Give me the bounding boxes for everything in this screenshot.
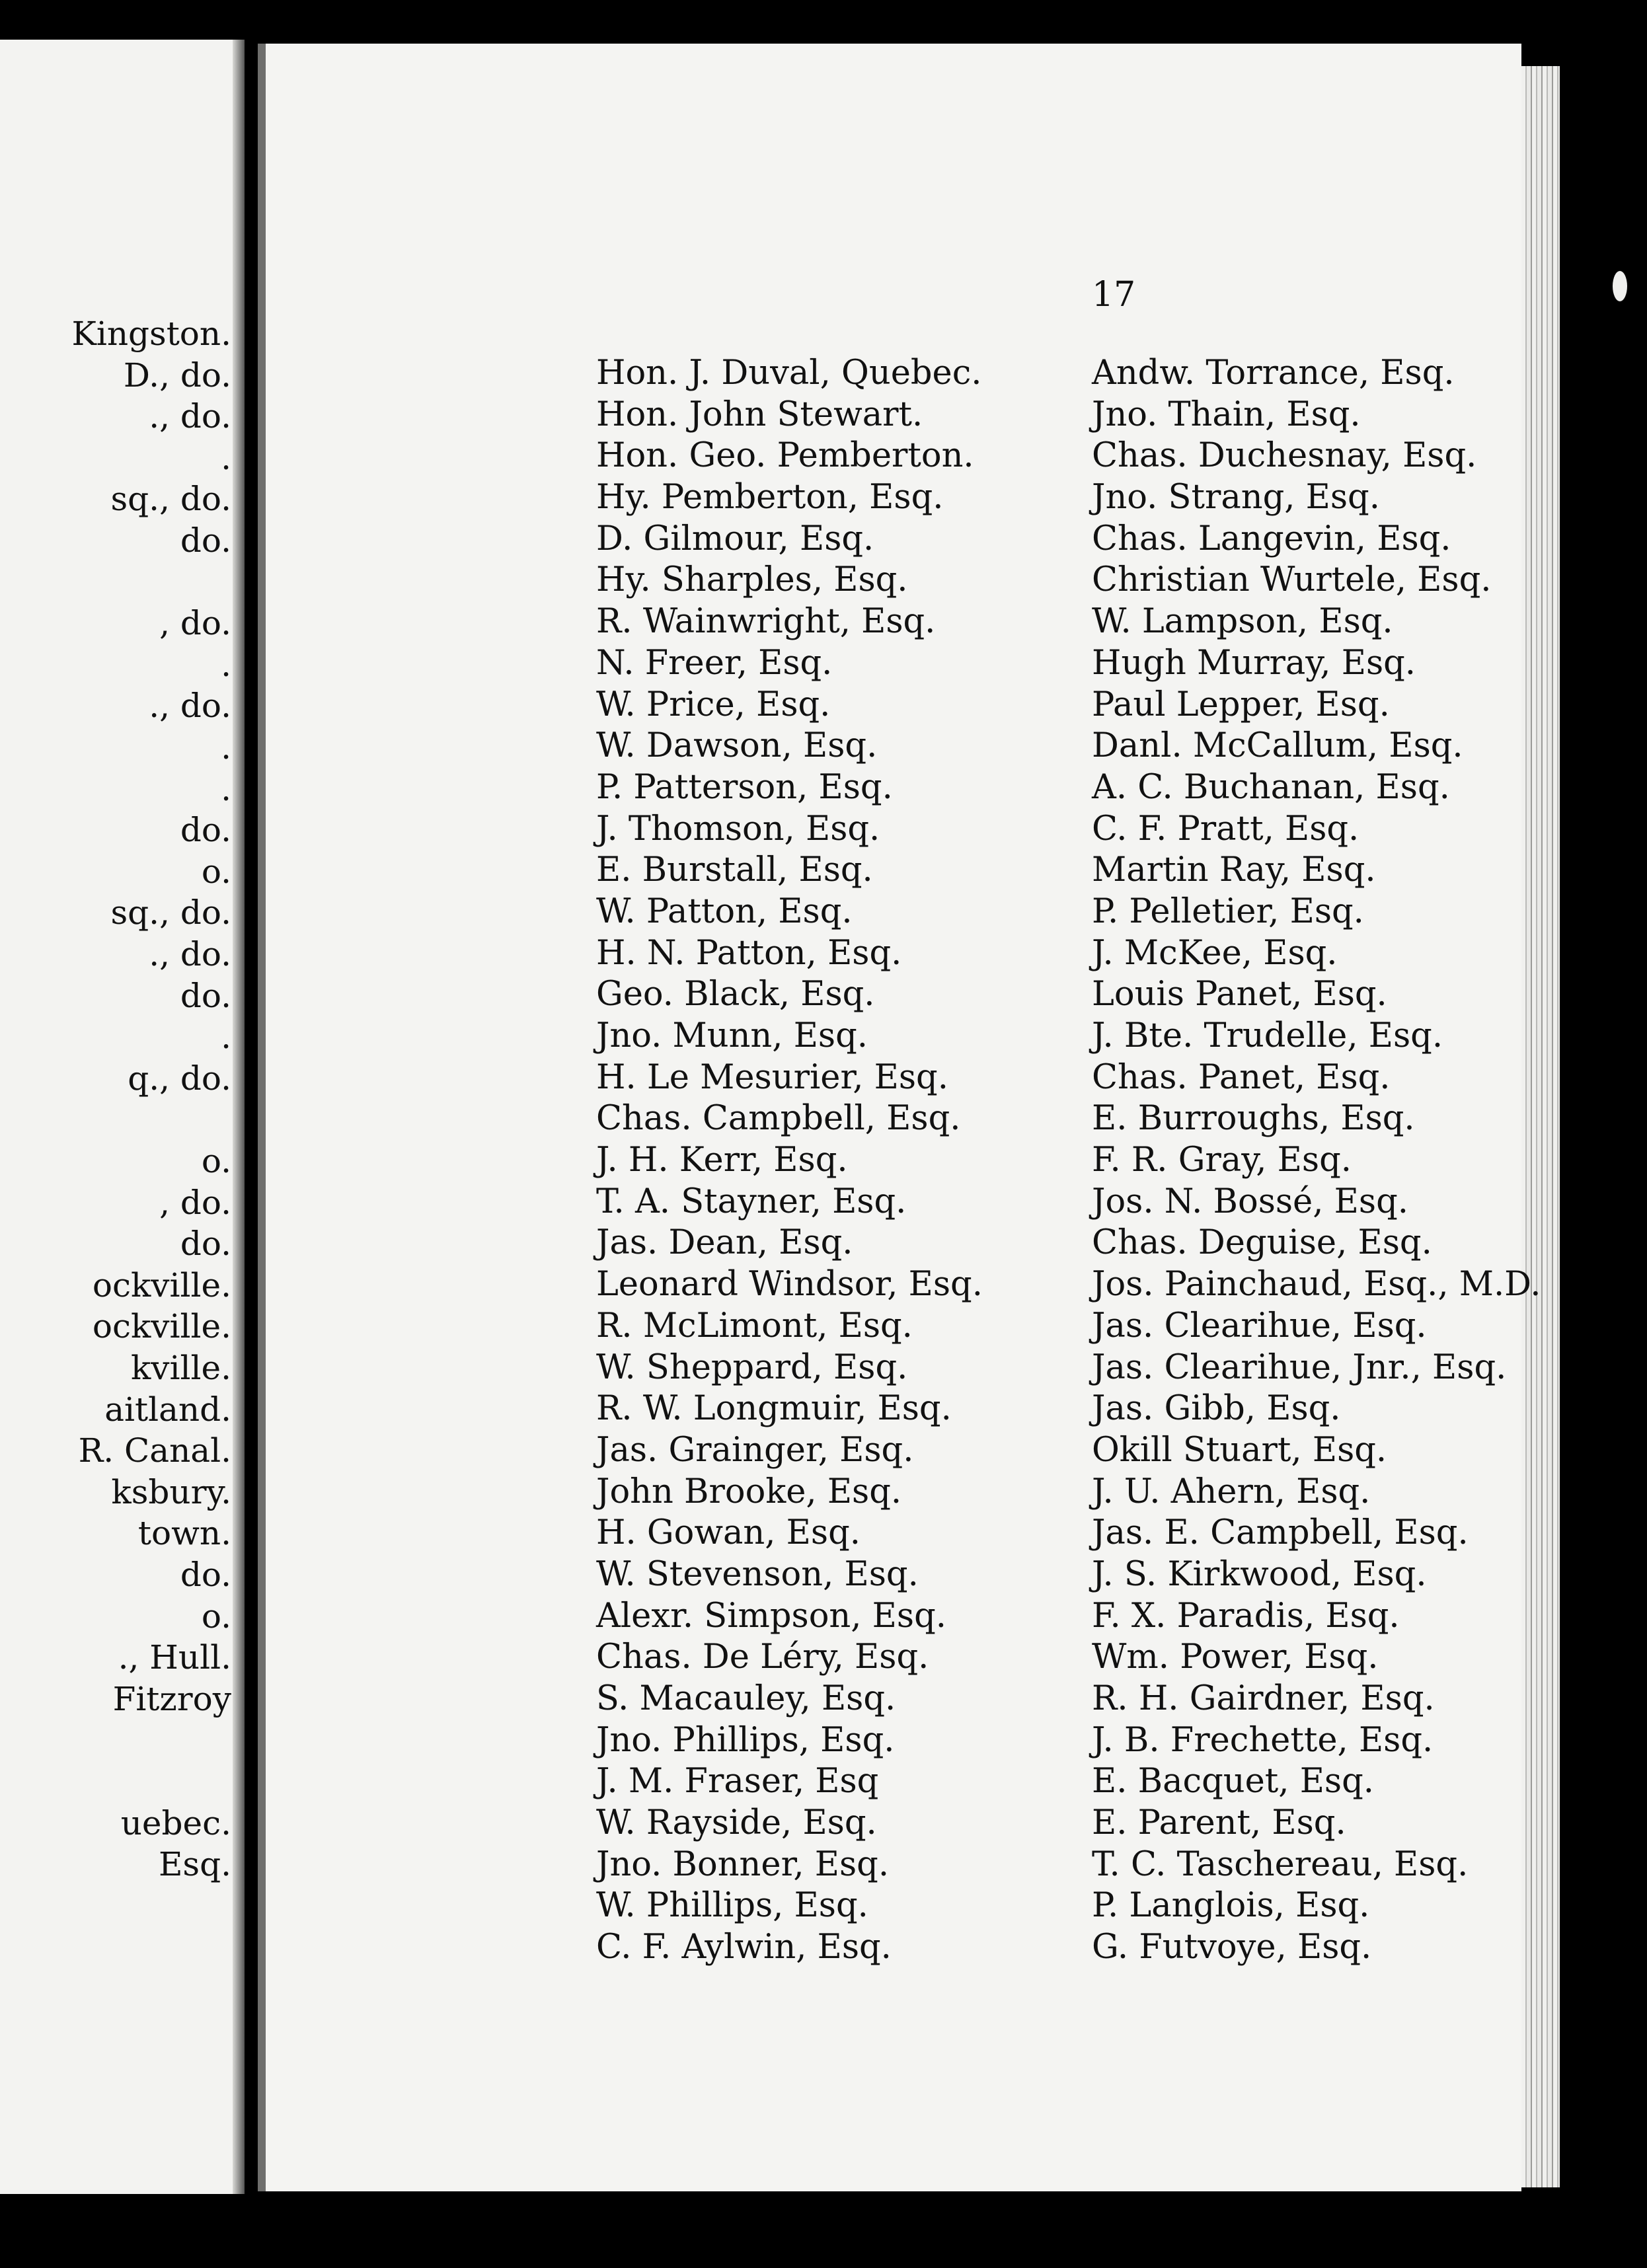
list-entry: W. Dawson, Esq. [596,726,878,766]
list-entry: Jas. Dean, Esq. [596,1223,853,1263]
list-entry: P. Patterson, Esq. [596,767,893,807]
list-entry: E. Burstall, Esq. [596,850,873,890]
list-entry: Chas. Langevin, Esq. [1092,519,1451,558]
list-entry: J. S. Kirkwood, Esq. [1092,1554,1427,1594]
left-page-fragment: Fitzroy [112,1679,231,1718]
list-entry: Jno. Strang, Esq. [1092,478,1380,517]
list-entry: Jno. Phillips, Esq. [596,1720,895,1760]
list-entry: A. C. Buchanan, Esq. [1092,767,1450,807]
list-entry: J. Bte. Trudelle, Esq. [1092,1016,1443,1055]
left-page-fragment: kville. [130,1349,231,1387]
list-entry: Jas. Clearihue, Jnr., Esq. [1092,1347,1507,1387]
list-entry: Okill Stuart, Esq. [1092,1430,1387,1470]
left-page-text-fragments [0,317,238,1916]
left-page-fragment: do. [180,1225,231,1264]
list-entry: Hugh Murray, Esq. [1092,643,1416,683]
left-page-fragment: . [221,438,231,477]
list-entry: E. Parent, Esq. [1092,1803,1346,1843]
left-page-fragment: Esq. [158,1845,231,1884]
left-page-fragment: do. [180,1556,231,1594]
list-entry: Jos. Painchaud, Esq., M.D. [1092,1265,1541,1304]
left-page-fragment: ., do. [149,935,231,973]
list-entry: N. Freer, Esq. [596,643,833,683]
list-entry: W. Price, Esq. [596,685,831,724]
list-entry: Jas. Grainger, Esq. [596,1430,914,1470]
list-entry: T. C. Taschereau, Esq. [1092,1844,1469,1884]
left-page-fragment: ., do. [149,397,231,436]
list-entry: R. McLimont, Esq. [596,1306,913,1345]
list-entry: W. Phillips, Esq. [596,1886,868,1926]
list-entry: P. Langlois, Esq. [1092,1886,1370,1926]
left-page-fragment: aitland. [104,1390,231,1429]
left-page-fragment: . [221,769,231,808]
list-entry: John Brooke, Esq. [596,1472,902,1511]
list-entry: H. N. Patton, Esq. [596,933,902,973]
list-entry: R. Wainwright, Esq. [596,602,936,642]
list-entry: J. M. Fraser, Esq [596,1762,879,1801]
list-entry: P. Pelletier, Esq. [1092,891,1364,931]
list-entry: Hon. Geo. Pemberton. [596,436,974,476]
list-entry: Paul Lepper, Esq. [1092,685,1390,724]
list-entry: E. Bacquet, Esq. [1092,1762,1374,1801]
book-gutter [233,40,245,2194]
list-entry: Chas. De Léry, Esq. [596,1638,929,1677]
left-page-fragment: o. [201,1597,231,1636]
list-entry: J. B. Frechette, Esq. [1092,1720,1434,1760]
list-entry: Chas. Duchesnay, Esq. [1092,436,1477,476]
left-page-fragment: uebec. [120,1803,231,1842]
left-page-fragment: sq., do. [110,893,231,932]
list-entry: C. F. Pratt, Esq. [1092,809,1360,849]
list-entry: H. Gowan, Esq. [596,1513,861,1553]
list-entry: R. W. Longmuir, Esq. [596,1389,952,1429]
list-entry: Louis Panet, Esq. [1092,975,1387,1014]
list-entry: Jno. Munn, Esq. [596,1016,868,1055]
left-page-fragment: . [221,1018,231,1057]
list-entry: S. Macauley, Esq. [596,1679,896,1718]
list-entry: W. Patton, Esq. [596,891,853,931]
list-entry: W. Rayside, Esq. [596,1803,877,1843]
left-page-fragment: do. [180,521,231,560]
list-entry: F. X. Paradis, Esq. [1092,1596,1400,1636]
main-page [258,44,1541,2191]
list-entry: Alexr. Simpson, Esq. [596,1596,946,1636]
left-page-fragment: do. [180,976,231,1015]
list-entry: Geo. Black, Esq. [596,975,875,1014]
list-entry: C. F. Aylwin, Esq. [596,1928,892,1967]
list-entry: E. Burroughs, Esq. [1092,1099,1415,1139]
list-entry: W. Lampson, Esq. [1092,602,1393,642]
list-entry: W. Sheppard, Esq. [596,1347,908,1387]
list-entry: J. U. Ahern, Esq. [1092,1472,1371,1511]
list-entry: T. A. Stayner, Esq. [596,1182,907,1221]
left-page-fragment: ockville. [92,1266,231,1304]
left-page-fragment: . [221,645,231,684]
list-entry: Andw. Torrance, Esq. [1092,354,1455,393]
scan-speck [1613,271,1627,301]
left-page-fragment: sq., do. [110,480,231,519]
list-entry: Hon. John Stewart. [596,395,923,434]
list-entry: Hon. J. Duval, Quebec. [596,354,982,393]
left-page-fragment: town. [137,1514,231,1553]
left-page-fragment: ., Hull. [118,1638,231,1677]
left-page-fragment: D., do. [123,356,231,395]
list-entry: Martin Ray, Esq. [1092,850,1376,890]
left-page-fragment: Kingston. [71,317,231,353]
list-entry: Hy. Sharples, Esq. [596,560,908,600]
list-entry: Jno. Bonner, Esq. [596,1844,890,1884]
list-entry: J. H. Kerr, Esq. [596,1141,848,1180]
list-entry: Chas. Campbell, Esq. [596,1099,961,1139]
left-page-fragment: R. Canal. [78,1431,231,1470]
list-entry: D. Gilmour, Esq. [596,519,874,558]
list-entry: Jno. Thain, Esq. [1092,395,1361,434]
list-entry: Danl. McCallum, Esq. [1092,726,1463,766]
list-entry: Chas. Panet, Esq. [1092,1057,1391,1097]
left-facing-page [0,40,245,2194]
left-page-fragment: ., do. [149,687,231,726]
left-page-fragment: o. [201,852,231,891]
left-page-fragment: ockville. [92,1307,231,1346]
list-entry: H. Le Mesurier, Esq. [596,1057,948,1097]
list-entry: R. H. Gairdner, Esq. [1092,1679,1435,1718]
list-entry: G. Futvoye, Esq. [1092,1928,1372,1967]
list-entry: J. McKee, Esq. [1092,933,1338,973]
left-page-fragment: , do. [159,1183,231,1222]
list-entry: Jas. E. Campbell, Esq. [1092,1513,1469,1553]
list-entry: F. R. Gray, Esq. [1092,1141,1352,1180]
list-entry: Chas. Deguise, Esq. [1092,1223,1432,1263]
list-entry: W. Stevenson, Esq. [596,1554,919,1594]
name-list-left-column [596,353,983,1969]
page-number: 17 [1092,275,1136,315]
left-page-fragment: do. [180,811,231,850]
list-entry: Jas. Clearihue, Esq. [1092,1306,1427,1345]
left-page-fragment: . [221,728,231,767]
left-page-fragment: q., do. [128,1059,231,1098]
name-list-right-column [1092,353,1541,1969]
list-entry: Leonard Windsor, Esq. [596,1265,983,1304]
left-page-fragment: , do. [159,604,231,643]
left-page-fragment: ksbury. [111,1472,231,1511]
list-entry: Wm. Power, Esq. [1092,1638,1379,1677]
list-entry: J. Thomson, Esq. [596,809,880,849]
list-entry: Hy. Pemberton, Esq. [596,478,944,517]
left-page-fragment: o. [201,1142,231,1180]
list-entry: Jos. N. Bossé, Esq. [1092,1182,1408,1221]
list-entry: Christian Wurtele, Esq. [1092,560,1492,600]
list-entry: Jas. Gibb, Esq. [1092,1389,1341,1429]
